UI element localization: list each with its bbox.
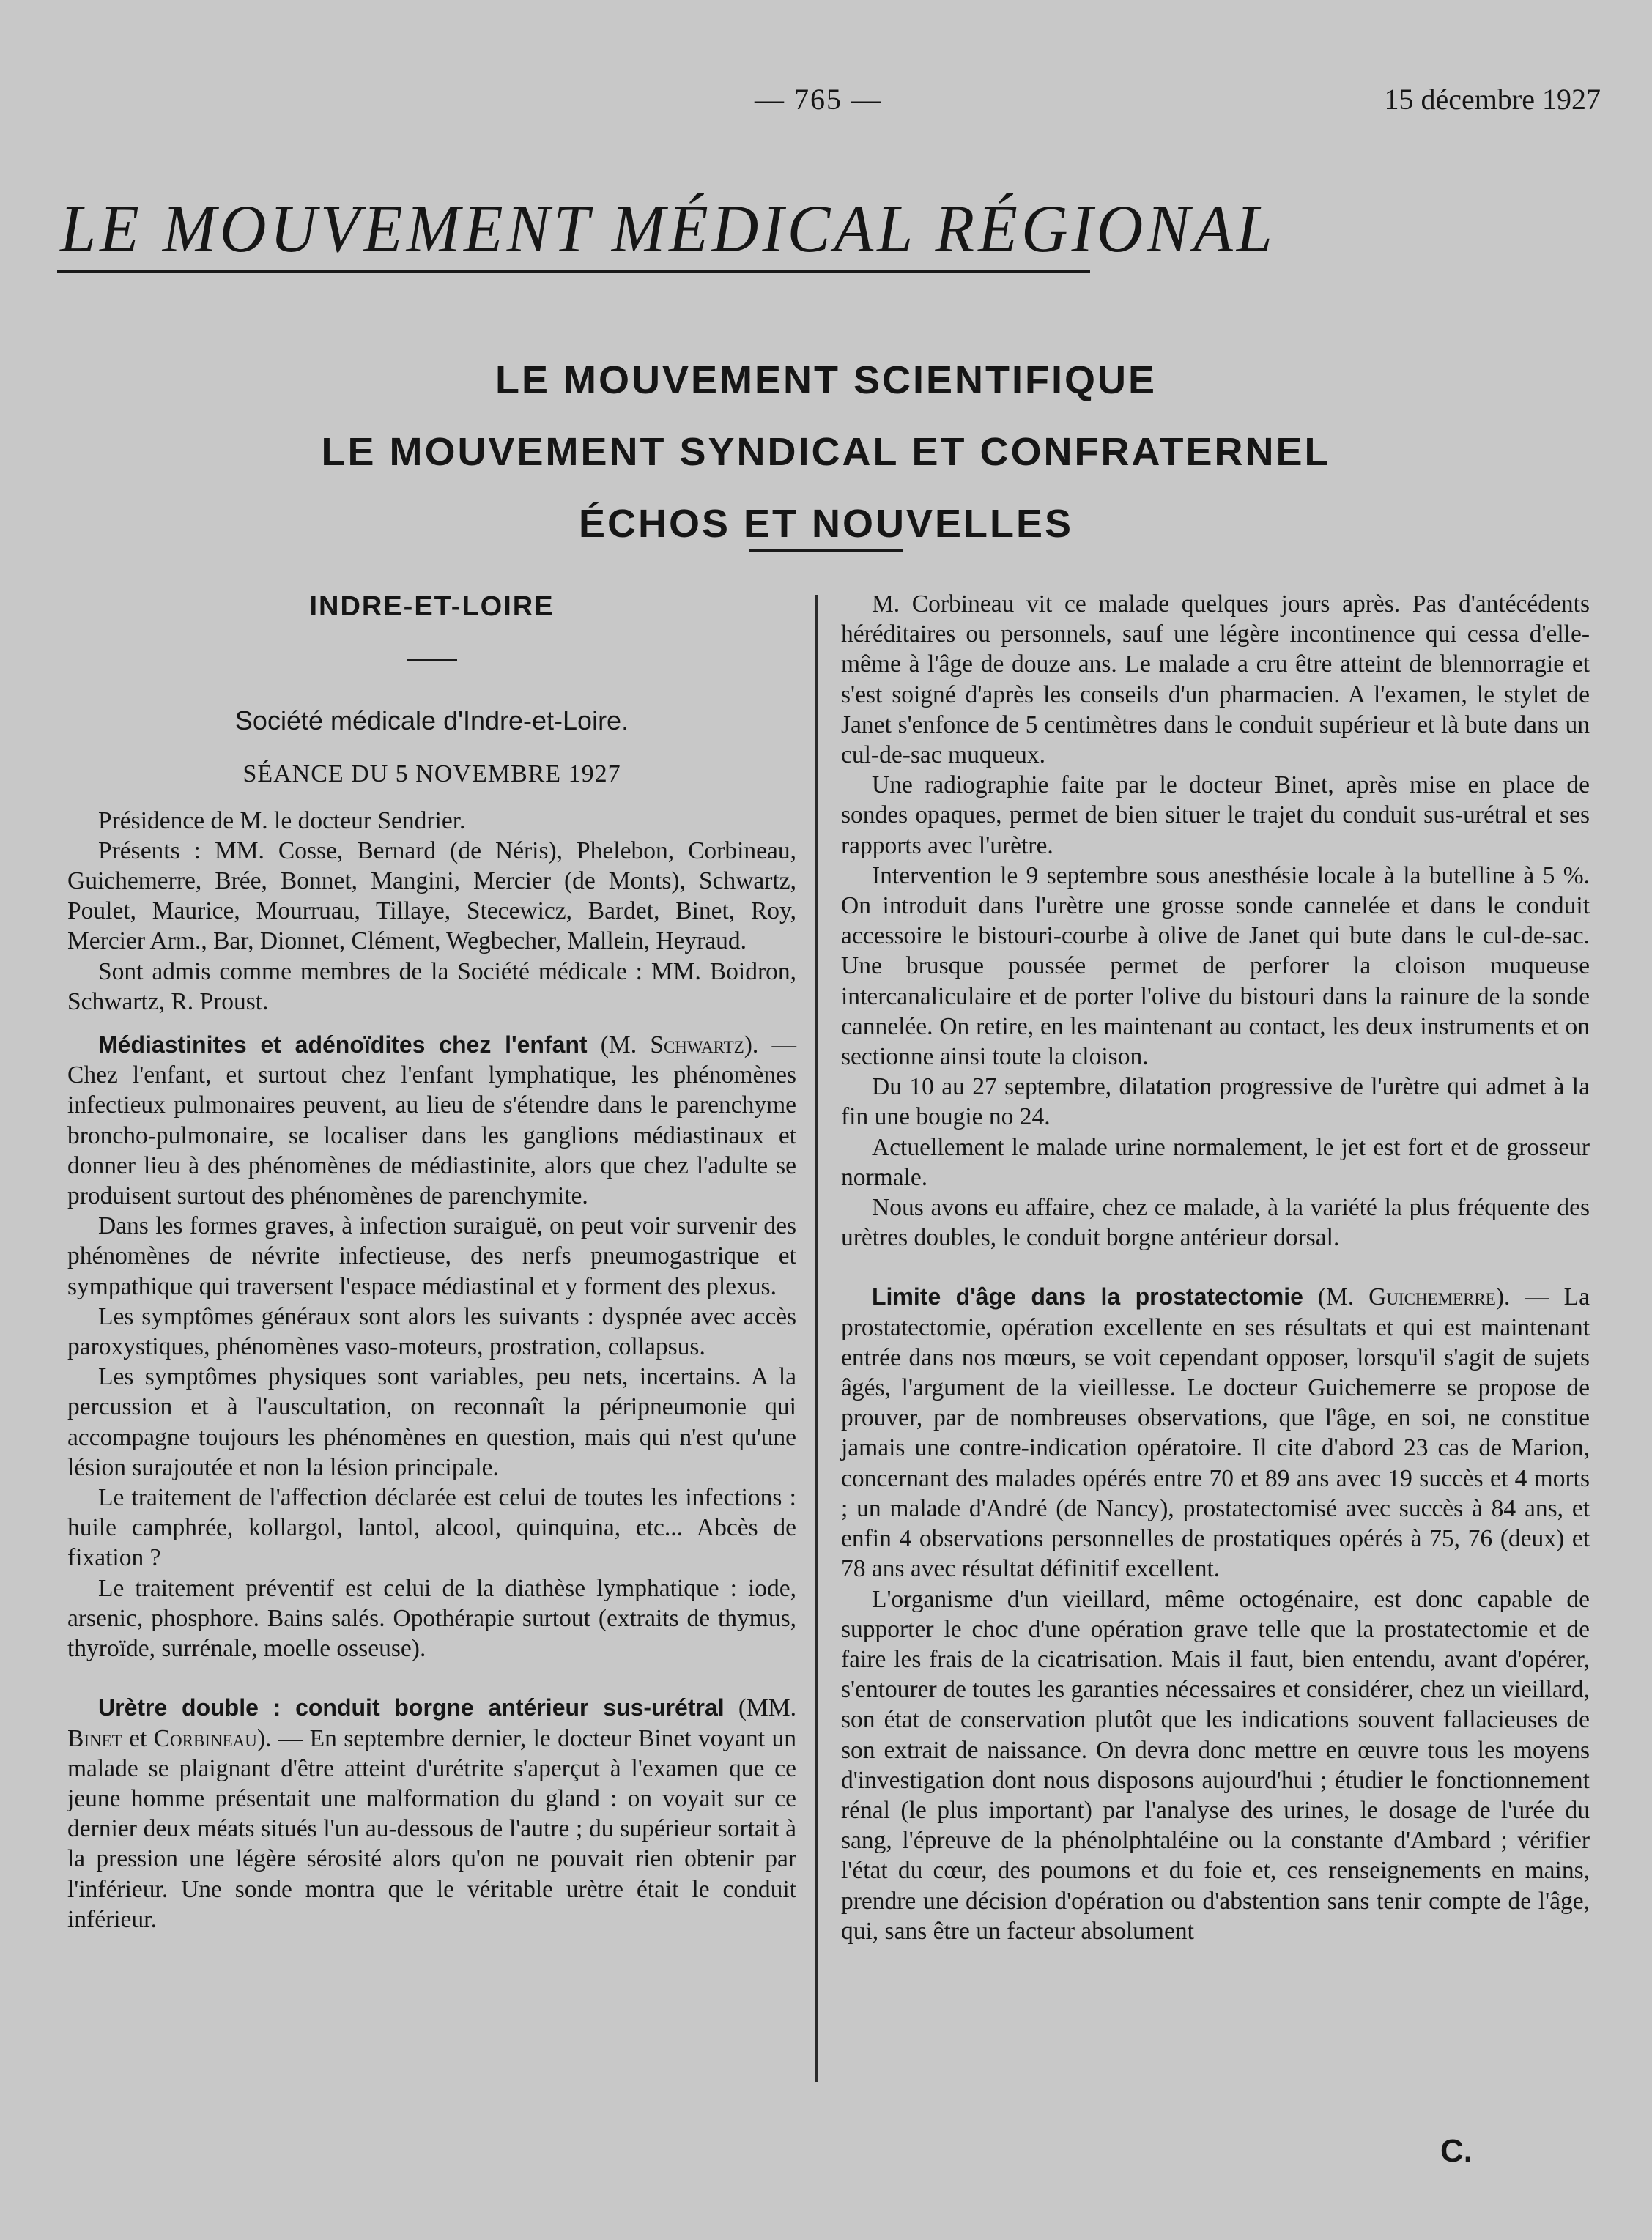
paragraph-dilatation: Du 10 au 27 septembre, dilatation progressive de l'urètre qui admet à la fin une bougie no 24. <box>841 1073 1590 1131</box>
article-body: — Chez l'enfant, et surtout chez l'enfant lymphatique, les phénomènes infectieux pulmonaires peuvent, au lieu de s'étendre dans le parenchyme broncho-pulmonaire, se localiser dans les ganglions médiastinaux et donner lieu à des phénomènes de médiastinite, alors que chez l'adulte se produisent surtout des phénomènes de parenchymite. <box>67 1031 796 1210</box>
section-heading-syndical: LE MOUVEMENT SYNDICAL ET CONFRATERNEL <box>321 430 1331 474</box>
article-title: Urètre double : conduit borgne antérieur sus-urétral <box>98 1694 725 1721</box>
paragraph-admissions: Sont admis comme membres de la Société médicale : MM. Boidron, Schwartz, R. Proust. <box>67 957 796 1015</box>
article-author: Binet <box>67 1724 122 1752</box>
column-divider <box>815 595 818 2082</box>
paragraph-variete: Nous avons eu affaire, chez ce malade, à la variété la plus fréquente des urètres doubles, le conduit borgne antérieur dorsal. <box>841 1194 1590 1252</box>
seance-label: SÉANCE DU 5 NOVEMBRE <box>242 760 562 788</box>
article-title: Médiastinites et adénoïdites chez l'enfant <box>98 1031 588 1058</box>
region-heading: INDRE-ET-LOIRE <box>309 591 555 622</box>
journal-title: LE MOUVEMENT MÉDICAL RÉGIONAL <box>60 192 1276 267</box>
article-mediastinites <box>67 1030 796 1211</box>
paragraph-actuellement: Actuellement le malade urine normalement, le jet est fort et de grosseur normale. <box>841 1133 1590 1191</box>
signature-mark: C. <box>1440 2133 1473 2169</box>
article-author: Corbineau <box>153 1724 257 1752</box>
article-limite-age <box>841 1282 1590 1584</box>
paragraph-presidence: Présidence de M. le docteur Sendrier. <box>98 806 466 834</box>
title-underline <box>57 270 1090 273</box>
region-rule <box>407 659 457 661</box>
right-column <box>841 589 1590 1946</box>
page-number: — 765 — <box>755 83 882 116</box>
section-headings <box>0 344 1652 560</box>
article-uretre-double <box>67 1693 796 1935</box>
paragraph-presents: Présents : MM. Cosse, Bernard (de Néris), Phelebon, Corbineau, Guichemerre, Brée, Bonnet, Mangini, Mercier (de Monts), Schwartz, Poulet, Maurice, Mourruau, Tillaye, Stecewicz, Bardet, Binet, Roy, Mercier Arm., Bar, Dionnet, Clément, Wegbecher, Mallein, Heyraud. <box>67 837 796 955</box>
society-heading: Société médicale d'Indre-et-Loire. <box>234 705 629 736</box>
article-body: La prostatectomie, opération excellente en ses résultats et qui est maintenant entrée dans nos mœurs, se voit cependant opposer, lorsqu'il s'agit de sujets âgés, l'argument de la vieillesse. Le docteur Guichemerre se propose de prouver, par de nombreuses observations, que l'âge, en soi, ne constitue jamais une contre-indication opératoire. Il cite d'abord 23 cas de Marion, concernant des malades opérés entre 70 et 89 ans avec 19 succès et 4 morts ; un malade d'André (de Nancy), prostatectomisé avec succès à 84 ans, et enfin 4 observations personnelles de prostatiques opérés à 75, 76 (deux) et 78 ans avec résultat définitif excellent. <box>841 1283 1590 1583</box>
issue-date: 15 décembre 1927 <box>1384 83 1601 116</box>
paragraph-traitement-preventif: Le traitement préventif est celui de la diathèse lymphatique : iode, arsenic, phosphore. Bains salés. Opothérapie surtout (extraits de thymus, thyroïde, surrénale, moelle osseuse). <box>67 1574 796 1663</box>
article-author-close: ). <box>744 1031 759 1059</box>
paragraph-organisme: L'organisme d'un vieillard, même octogénaire, est donc capable de supporter le choc d'une opération grave telle que la prostatectomie et de faire les frais de la cicatrisation. Mais il faut, bien entendu, avant d'opérer, s'entourer de toutes les garanties nécessaires et considérer, chez un vieillard, son état de conservation plutôt que les indications souvent fallacieuses de son extrait de naissance. On devra donc mettre en œuvre tous les moyens d'investigation dont nous disposons aujourd'hui ; étudier le fonctionnement rénal (le plus important) par l'analyse des urines, le dosage de l'urée du sang, l'épreuve de la phénolphtaléine ou la constante d'Ambard ; vérifier l'état du cœur, des poumons et du foie et, ces renseignements en mains, prendre une décision d'opération ou d'abstention sans tenir compte de l'âge, qui, sans être un facteur absolument <box>841 1585 1590 1945</box>
article-author-close: ). — <box>1495 1283 1549 1311</box>
paragraph-traitement: Le traitement de l'affection déclarée est celui de toutes les infections : huile camphrée, kollargol, lantol, alcool, quinquina, etc... Abcès de fixation ? <box>67 1484 796 1572</box>
article-author-open: (M. <box>600 1031 651 1059</box>
paragraph-symptomes-physiques: Les symptômes physiques sont variables, peu nets, incertains. A la percussion et à l'auscultation, on reconnaît la péripneumonie qui accompagne toujours les phénomènes en question, mais qui n'est qu'une lésion surajoutée et non la lésion principale. <box>67 1363 796 1481</box>
article-author-open: (M. <box>1317 1283 1369 1311</box>
article-author-and: et <box>122 1724 154 1752</box>
article-author-close: ). <box>256 1724 272 1752</box>
section-heading-scientifique: LE MOUVEMENT SCIENTIFIQUE <box>495 358 1157 402</box>
article-body: — En septembre dernier, le docteur Binet voyant un malade se plaignant d'être atteint d'urétrite s'aperçut à l'examen que ce jeune homme présentait une malformation du gland : on voyait sur ce dernier deux méats situés l'un au-dessous de l'autre ; du supérieur sortait à la pression une légère sérosité alors qu'on ne pouvait rien obtenir par l'inférieur. Une sonde montra que le véritable urètre était le conduit inférieur. <box>67 1724 796 1933</box>
article-author-open: (MM. <box>738 1694 797 1722</box>
seance-year: 1927 <box>568 760 621 788</box>
paragraph-corbineau: M. Corbineau vit ce malade quelques jours après. Pas d'antécédents héréditaires ou personnels, sauf une légère incontinence qui cessa d'elle-même à l'âge de douze ans. Le malade a cru être atteint de blennorragie et s'est soigné d'après les conseils d'un pharmacien. A l'examen, le stylet de Janet s'enfonce de 5 centimètres dans le conduit supérieur et là bute dans un cul-de-sac muqueux. <box>841 590 1590 769</box>
article-title: Limite d'âge dans la prostatectomie <box>872 1283 1303 1310</box>
paragraph-formes-graves: Dans les formes graves, à infection suraiguë, on peut voir survenir des phénomènes de névrite infectieuse, des nerfs pneumogastrique et sympathique qui traversent l'espace médiastinal et y forment des plexus. <box>67 1212 796 1300</box>
article-author: Schwartz <box>650 1031 744 1059</box>
paragraph-radiographie: Une radiographie faite par le docteur Binet, après mise en place de sondes opaques, permet de bien situer le trajet du conduit sus-urétral et ses rapports avec l'urètre. <box>841 771 1590 859</box>
left-column <box>67 586 796 1935</box>
paragraph-intervention: Intervention le 9 septembre sous anesthésie locale à la butelline à 5 %. On introduit dans l'urètre une grosse sonde cannelée et dans le conduit accessoire le bistouri-courbe à olive de Janet qui bute dans le cul-de-sac. Une brusque poussée permet de perforer la cloison muqueuse intercanaliculaire et de porter l'olive du bistouri dans la rainure de la sonde cannelée. On retire, en les maintenant au contact, les deux instruments et on sectionne ainsi toute la cloison. <box>841 861 1590 1071</box>
section-divider-rule <box>749 549 903 552</box>
article-author: Guichemerre <box>1368 1283 1496 1311</box>
section-heading-echos: ÉCHOS ET NOUVELLES <box>578 502 1074 546</box>
paragraph-symptomes-generaux: Les symptômes généraux sont alors les suivants : dyspnée avec accès paroxystiques, phénomènes vaso-moteurs, prostration, collapsus. <box>67 1302 796 1361</box>
seance-heading <box>67 759 796 789</box>
